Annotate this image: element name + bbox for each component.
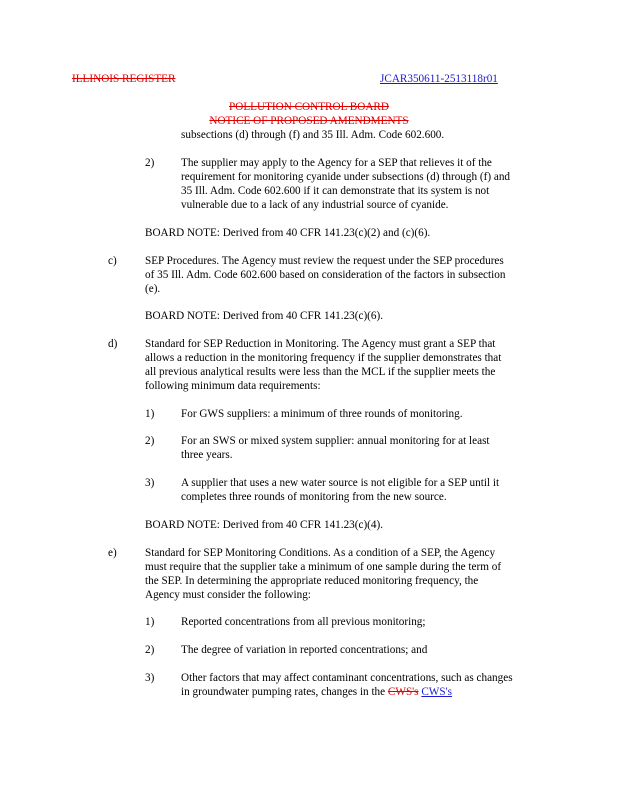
item-c-line: SEP Procedures. The Agency must review the request under the SEP procedures bbox=[145, 255, 504, 267]
item-e-3-line-2-text: in groundwater pumping rates, changes in the bbox=[181, 686, 388, 698]
item-d-line: allows a reduction in the monitoring frequency if the supplier demonstrates that bbox=[145, 352, 502, 364]
item-d-number: d) bbox=[108, 338, 118, 350]
item-e-line: the SEP. In determining the appropriate reduced monitoring frequency, the bbox=[145, 575, 479, 587]
item-e-line: Standard for SEP Monitoring Conditions. As a condition of a SEP, the Agency bbox=[145, 547, 496, 559]
item-e-line: Agency must consider the following: bbox=[145, 589, 311, 601]
inserted-cws: CWS's bbox=[421, 686, 452, 698]
header-illinois-register: ILLINOIS REGISTER bbox=[72, 73, 176, 85]
item-d-1-line: For GWS suppliers: a minimum of three rounds of monitoring. bbox=[181, 408, 463, 420]
item-e-2-number: 2) bbox=[145, 644, 155, 656]
item-e-3-line-2 bbox=[181, 685, 452, 699]
item-e-3-line: Other factors that may affect contaminant concentrations, such as changes bbox=[181, 672, 513, 684]
item-d-1-number: 1) bbox=[145, 408, 155, 420]
header-jcar-code: JCAR350611-2513118r01 bbox=[380, 73, 498, 85]
board-note-c: BOARD NOTE: Derived from 40 CFR 141.23(c)(6). bbox=[145, 310, 384, 322]
item-d-line: all previous analytical results were less than the MCL if the supplier meets the bbox=[145, 366, 496, 378]
item-d-2-line: For an SWS or mixed system supplier: annual monitoring for at least bbox=[181, 435, 490, 447]
item-c-line: of 35 Ill. Adm. Code 602.600 based on consideration of the factors in subsection bbox=[145, 269, 506, 281]
item-e-1-number: 1) bbox=[145, 616, 155, 628]
item-d-2-number: 2) bbox=[145, 435, 155, 447]
continuation-line: subsections (d) through (f) and 35 Ill. Adm. Code 602.600. bbox=[181, 129, 445, 141]
item-c-number: c) bbox=[108, 255, 117, 267]
item-2-line: requirement for monitoring cyanide under subsections (d) through (f) and bbox=[181, 171, 511, 183]
item-d-3-line: A supplier that uses a new water source is not eligible for a SEP until it bbox=[181, 477, 500, 489]
item-e-number: e) bbox=[108, 547, 117, 559]
board-note-d: BOARD NOTE: Derived from 40 CFR 141.23(c)(4). bbox=[145, 519, 384, 531]
item-e-1-line: Reported concentrations from all previous monitoring; bbox=[181, 616, 426, 628]
struck-cws: CWS's bbox=[387, 686, 419, 698]
item-2-number: 2) bbox=[145, 157, 155, 169]
item-e-3-number: 3) bbox=[145, 672, 155, 684]
item-c-line: (e). bbox=[145, 283, 161, 295]
item-d-line: following minimum data requirements: bbox=[145, 380, 321, 392]
item-d-3-number: 3) bbox=[145, 477, 155, 489]
item-d-3-line: completes three rounds of monitoring from the new source. bbox=[181, 491, 447, 503]
header-notice-proposed-amendments: NOTICE OF PROPOSED AMENDMENTS bbox=[209, 115, 409, 127]
item-2-line: vulnerable due to a lack of any industrial source of cyanide. bbox=[181, 199, 449, 211]
item-e-line: must require that the supplier take a minimum of one sample during the term of bbox=[145, 561, 502, 573]
board-note-b: BOARD NOTE: Derived from 40 CFR 141.23(c)(2) and (c)(6). bbox=[145, 227, 431, 239]
item-2-line: The supplier may apply to the Agency for a SEP that relieves it of the bbox=[181, 157, 492, 169]
item-d-2-line: three years. bbox=[181, 449, 233, 461]
item-2-line: 35 Ill. Adm. Code 602.600 if it can demonstrate that its system is not bbox=[181, 185, 490, 197]
item-d-line: Standard for SEP Reduction in Monitoring. The Agency must grant a SEP that bbox=[145, 338, 496, 350]
header-pollution-control-board: POLLUTION CONTROL BOARD bbox=[229, 101, 389, 113]
item-e-2-line: The degree of variation in reported concentrations; and bbox=[181, 644, 428, 656]
